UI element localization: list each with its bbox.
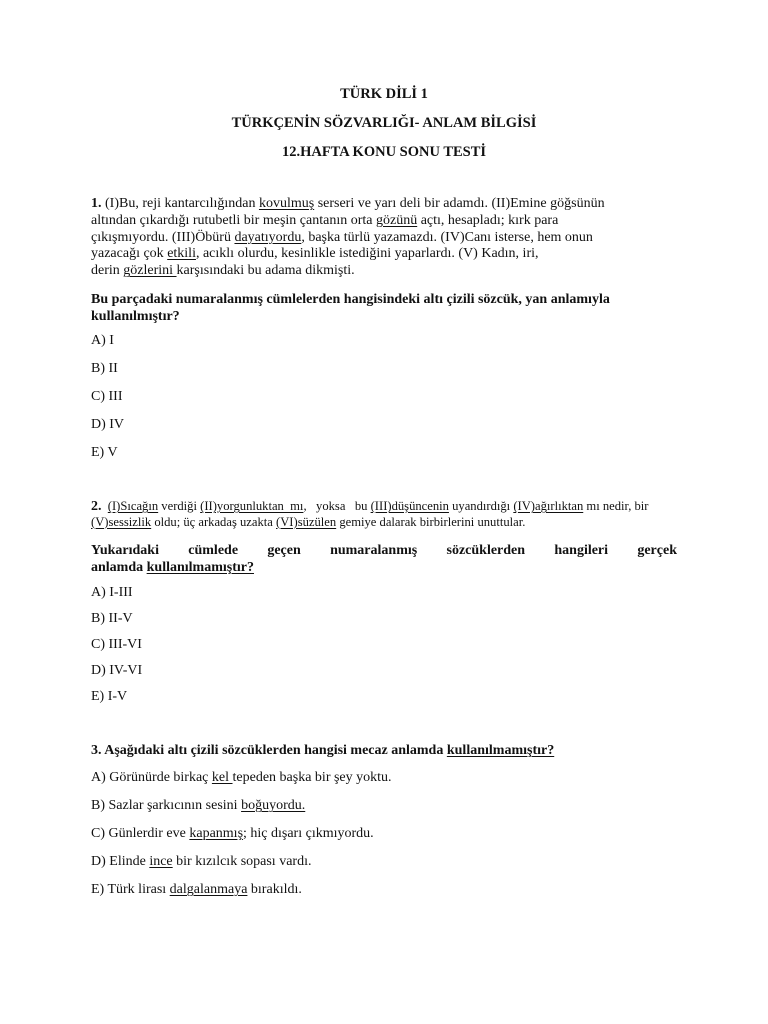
q2-option-d[interactable]: D) IV-VI: [91, 663, 143, 678]
underlined-word: ince: [149, 854, 173, 869]
underlined-word: gözünü: [375, 212, 418, 228]
underlined-word: (V)sessizlik: [91, 514, 152, 529]
q3-option-b[interactable]: B) Sazlar şarkıcının sesini boğuyordu.: [91, 798, 306, 813]
underlined-word: dalgalanmaya: [169, 882, 248, 897]
question-1-text: Bu parçadaki numaralanmış cümlelerden hangisindeki altı çizili sözcük, yan anlamıyla kullanılmıştır?: [91, 292, 610, 324]
underlined-word: kullanılmamıştır?: [446, 743, 555, 758]
question-2-text-line-1: Yukarıdaki cümlede geçen numaralanmış sözcüklerden hangileri gerçek: [91, 543, 677, 558]
q3-option-d[interactable]: D) Elinde ince bir kızılcık sopası vardı.: [91, 854, 312, 869]
underlined-word: gözlerini: [123, 263, 177, 279]
underlined-word: kovulmuş: [258, 196, 315, 211]
underlined-word: kapanmış: [189, 826, 244, 841]
q3-option-c[interactable]: C) Günlerdir eve kapanmış; hiç dışarı çıkmıyordu.: [91, 826, 374, 841]
q1-option-a[interactable]: A) I: [91, 333, 114, 348]
underlined-word: dayatıyordu: [234, 229, 302, 245]
test-title: 12.HAFTA KONU SONU TESTİ: [281, 144, 487, 160]
question-1-passage: 1. (I)Bu, reji kantarcılığından kovulmuş serseri ve yarı deli bir adamdı. (II)Emine göğsünün altından çıkardığı rutubetli bir meşin çantanın orta gözünü açtı, hesapladı; kırk para çıkışmıyordu. (III)Öbürü dayatıyordu, başka türlü yazamazdı. (IV)Canı isterse, hem onun yazacağı çok etkili, acıklı olurdu, kesinlikle istediğini yaparlardı. (V) Kadın, iri, derin gözlerini karşısındaki bu adama dikmişti.: [91, 196, 605, 279]
q3-option-e[interactable]: E) Türk lirası dalgalanmaya bırakıldı.: [91, 882, 302, 897]
underlined-word: etkili: [167, 246, 196, 262]
course-title: TÜRK DİLİ 1: [340, 86, 428, 102]
q2-option-c[interactable]: C) III-VI: [91, 637, 142, 652]
underlined-word: kel: [211, 770, 233, 785]
question-2-number: 2.: [91, 499, 102, 514]
q1-option-d[interactable]: D) IV: [91, 417, 125, 432]
q1-option-c[interactable]: C) III: [91, 389, 123, 404]
q1-option-b[interactable]: B) II: [91, 361, 118, 376]
underlined-word: (IV)ağırlıktan: [513, 499, 584, 513]
question-3-prompt: 3. Aşağıdaki altı çizili sözcüklerden hangisi mecaz anlamda kullanılmamıştır?: [91, 743, 555, 758]
question-2-passage: 2. (I)Sıcağın verdiği (II)yorgunluktan mı, yoksa bu (III)düşüncenin uyandırdığı (IV)ağırlıktan mı nedir, bir (V)sessizlik oldu; üç arkadaş uzakta (VI)süzülen gemiye dalarak birbirlerini unuttular.: [91, 499, 649, 529]
underlined-word: (II)yorgunluktan mı: [200, 499, 304, 513]
underlined-word: boğuyordu.: [241, 798, 306, 813]
q1-option-e[interactable]: E) V: [91, 445, 118, 460]
underlined-word: kullanılmamıştır?: [146, 560, 254, 575]
q2-option-e[interactable]: E) I-V: [91, 689, 128, 704]
topic-title: TÜRKÇENİN SÖZVARLIĞI- ANLAM BİLGİSİ: [231, 115, 537, 131]
underlined-word: (I)Sıcağın: [107, 499, 159, 513]
q2-option-b[interactable]: B) II-V: [91, 611, 133, 626]
q3-option-a[interactable]: A) Görünürde birkaç kel tepeden başka bir şey yoktu.: [91, 770, 392, 785]
underlined-word: (VI)süzülen: [276, 514, 337, 529]
question-3-number: 3.: [91, 743, 102, 758]
underlined-word: (III)düşüncenin: [370, 499, 449, 513]
question-2-prompt: Yukarıdaki cümlede geçen numaralanmış sözcüklerden hangileri gerçek anlamda kullanılmamıştır?: [91, 543, 677, 575]
question-1-prompt: [91, 291, 677, 325]
question-1-number: 1.: [91, 196, 102, 211]
q2-option-a[interactable]: A) I-III: [91, 585, 133, 600]
